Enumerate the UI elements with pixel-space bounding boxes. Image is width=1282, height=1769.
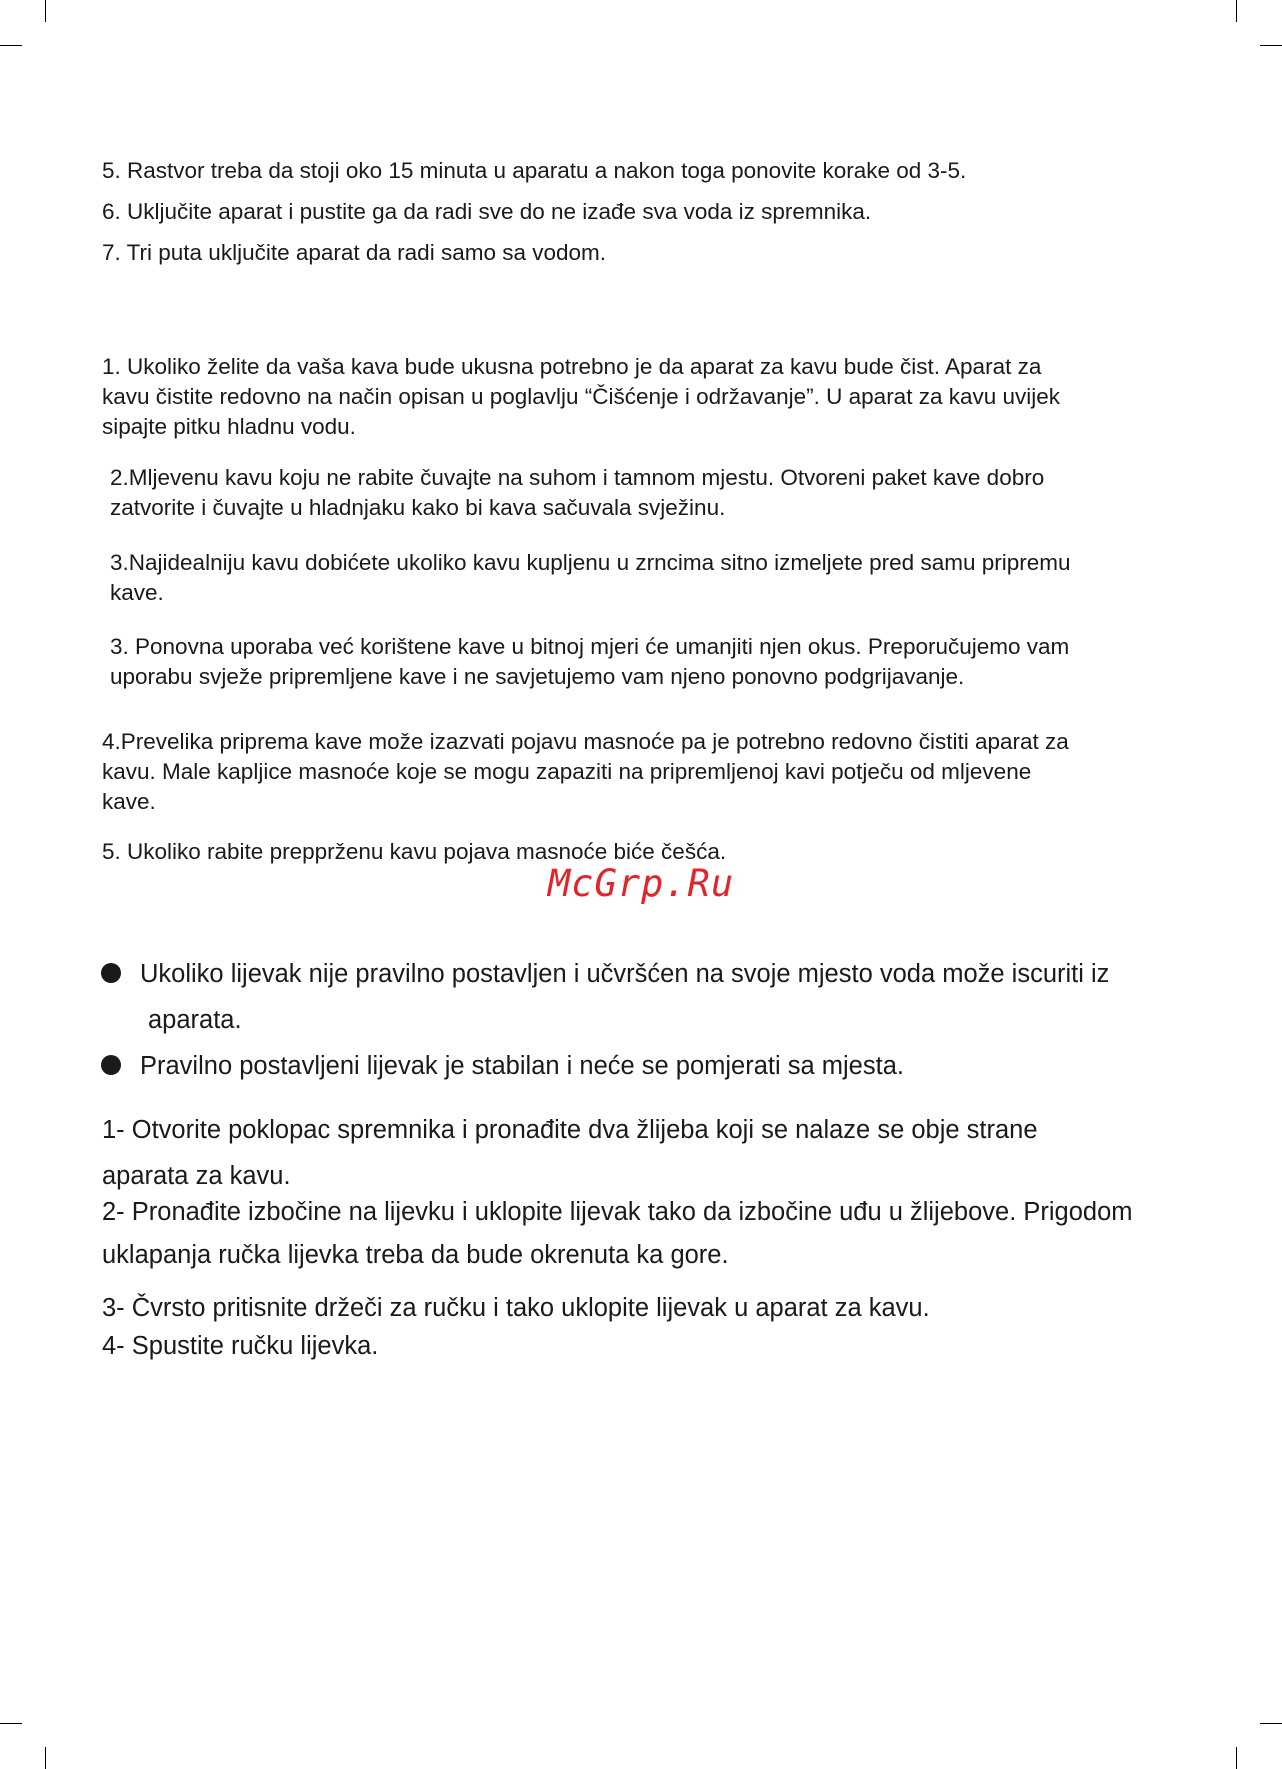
tip-line: kave. — [102, 789, 156, 814]
bullet-icon — [101, 963, 121, 983]
cleaning-step: 7. Tri puta uključite aparat da radi samo sa vodom. — [102, 240, 607, 265]
warning-line: Ukoliko lijevak nije pravilno postavljen i učvršćen na svoje mjesto voda može iscuriti iz — [140, 960, 1110, 988]
tip-line: sipajte pitku hladnu vodu. — [102, 414, 356, 439]
warning-line: aparata. — [148, 1006, 242, 1034]
funnel-step: 1- Otvorite poklopac spremnika i pronađite dva žlijeba koji se nalaze se obje strane — [102, 1116, 1038, 1144]
tip-line: kavu. Male kapljice masnoće koje se mogu zapaziti na pripremljenoj kavi potječu od mljevene — [102, 759, 1032, 784]
tip-line: 2.Mljevenu kavu koju ne rabite čuvajte na suhom i tamnom mjestu. Otvoreni paket kave dobro — [110, 465, 1045, 490]
crop-mark — [1260, 45, 1282, 46]
funnel-step: 2- Pronađite izbočine na lijevku i uklopite lijevak tako da izbočine uđu u žlijebove. Prigodom — [102, 1198, 1133, 1226]
tip-line: zatvorite i čuvajte u hladnjaku kako bi kava sačuvala svježinu. — [110, 495, 726, 520]
tip-line: 5. Ukoliko rabite prepprženu kavu pojava masnoće biće češća. — [102, 839, 727, 864]
tip-line: 3.Najidealniju kavu dobićete ukoliko kavu kupljenu u zrncima sitno izmeljete pred samu pripremu — [110, 550, 1071, 575]
crop-mark — [0, 1723, 22, 1724]
tip-line: kave. — [110, 580, 164, 605]
tip-line: 3. Ponovna uporaba već korištene kave u bitnoj mjeri će umanjiti njen okus. Preporučujemo vam — [110, 634, 1070, 659]
funnel-step: 4- Spustite ručku lijevka. — [102, 1332, 379, 1360]
tip-4 — [110, 632, 1069, 692]
crop-mark — [1260, 1723, 1282, 1724]
tip-5 — [102, 727, 1069, 817]
funnel-step: uklapanja ručka lijevka treba da bude okrenuta ka gore. — [102, 1241, 729, 1269]
tip-line: 1. Ukoliko želite da vaša kava bude ukusna potrebno je da aparat za kavu bude čist. Aparat za — [102, 354, 1042, 379]
tip-3 — [110, 548, 1071, 608]
cleaning-step: 6. Uključite aparat i pustite ga da radi sve do ne izađe sva voda iz spremnika. — [102, 199, 872, 224]
crop-mark — [0, 45, 22, 46]
bullet-icon — [101, 1055, 121, 1075]
watermark: McGrp.Ru — [547, 862, 735, 905]
crop-mark — [45, 0, 46, 22]
tip-line: 4.Prevelika priprema kave može izazvati pojavu masnoće pa je potrebno redovno čistiti aparat za — [102, 729, 1069, 754]
funnel-step: 3- Čvrsto pritisnite držeči za ručku i tako uklopite lijevak u aparat za kavu. — [102, 1294, 930, 1322]
funnel-step: aparata za kavu. — [102, 1162, 291, 1190]
crop-mark — [1236, 1747, 1237, 1769]
crop-mark — [1236, 0, 1237, 22]
cleaning-step: 5. Rastvor treba da stoji oko 15 minuta u aparatu a nakon toga ponovite korake od 3-5. — [102, 158, 967, 183]
tip-line: uporabu svježe pripremljene kave i ne savjetujemo vam njeno ponovno podgrijavanje. — [110, 664, 965, 689]
crop-mark — [45, 1747, 46, 1769]
tip-2 — [110, 463, 1044, 523]
tip-line: kavu čistite redovno na način opisan u poglavlju “Čišćenje i održavanje”. U aparat za kavu uvijek — [102, 384, 1061, 409]
tip-1 — [102, 352, 1060, 442]
warning-line: Pravilno postavljeni lijevak je stabilan i neće se pomjerati sa mjesta. — [140, 1052, 904, 1080]
